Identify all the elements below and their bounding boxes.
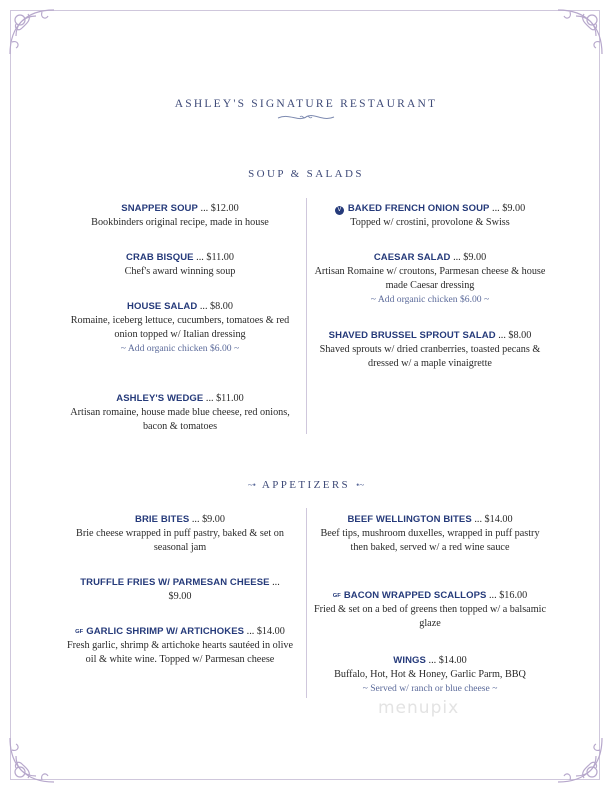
- price-separator: ...: [246, 626, 255, 637]
- item-price: $11.00: [216, 393, 244, 404]
- item-name: SHAVED BRUSSEL SPROUT SALAD: [328, 330, 496, 341]
- item-price: $11.00: [206, 252, 234, 263]
- item-description: Fresh garlic, shrimp & artichoke hearts sautéed in olive oil & white wine. Topped w/ Parmesan cheese: [66, 640, 294, 665]
- item-price: $9.00: [168, 591, 192, 602]
- gluten-free-badge: GF: [75, 629, 84, 635]
- item-name: CRAB BISQUE: [126, 252, 194, 263]
- item-description: Topped w/ crostini, provolone & Swiss: [350, 217, 510, 228]
- price-separator: ...: [205, 393, 214, 404]
- price-separator: ...: [489, 590, 497, 601]
- item-description: Fried & set on a bed of greens then topped w/ a balsamic glaze: [314, 604, 546, 629]
- menu-item: [314, 589, 546, 631]
- item-description: Shaved sprouts w/ dried cranberries, toasted pecans & dressed w/ a maple vinaigrette: [319, 344, 541, 369]
- item-description: Artisan Romaine w/ croutons, Parmesan cheese & house made Caesar dressing: [314, 266, 546, 291]
- item-note: ~ Add organic chicken $6.00 ~: [370, 294, 490, 305]
- section-title-soups: [0, 168, 612, 180]
- item-price: $12.00: [210, 203, 239, 214]
- title-flourish-icon: [276, 111, 336, 123]
- restaurant-title: ASHLEY'S SIGNATURE RESTAURANT: [174, 98, 438, 110]
- item-name: WINGS: [393, 655, 426, 666]
- item-description: Artisan romaine, house made blue cheese, red onions, bacon & tomatoes: [70, 407, 290, 432]
- item-description: Buffalo, Hot, Hot & Honey, Garlic Parm, BBQ: [334, 669, 526, 680]
- price-separator: ...: [474, 514, 482, 525]
- menu-item: [64, 392, 296, 434]
- item-description: Brie cheese wrapped in puff pastry, baked & set on seasonal jam: [76, 528, 284, 553]
- price-separator: ...: [191, 514, 200, 525]
- section-title-appetizers: [0, 479, 612, 491]
- price-separator: ...: [196, 252, 204, 263]
- item-note: ~ Add organic chicken $6.00 ~: [120, 343, 240, 354]
- item-description: Beef tips, mushroom duxelles, wrapped in puff pastry then baked, served w/ a red wine sauce: [320, 528, 540, 553]
- column-divider: [306, 198, 307, 434]
- item-price: $9.00: [202, 514, 225, 525]
- ornament-icon: ~•: [247, 480, 256, 490]
- menu-item: [64, 300, 296, 356]
- item-name: ASHLEY'S WEDGE: [116, 393, 204, 404]
- price-separator: ...: [199, 301, 208, 312]
- price-separator: ...: [453, 252, 461, 263]
- item-price: $14.00: [484, 514, 513, 525]
- price-separator: ...: [498, 330, 506, 341]
- menu-item: [314, 251, 546, 307]
- item-price: $14.00: [256, 626, 285, 637]
- item-price: $8.00: [210, 301, 233, 312]
- price-separator: ...: [200, 203, 209, 214]
- item-price: $8.00: [508, 330, 532, 341]
- vegetarian-icon: V: [335, 206, 344, 215]
- item-note: ~ Served w/ ranch or blue cheese ~: [362, 683, 498, 694]
- corner-flourish-icon: [554, 6, 606, 58]
- item-description: Chef's award winning soup: [124, 266, 236, 277]
- item-name: BACON WRAPPED SCALLOPS: [343, 590, 487, 601]
- menu-item: [64, 202, 296, 230]
- item-name: BEEF WELLINGTON BITES: [347, 514, 472, 525]
- menu-item: [64, 251, 296, 279]
- menu-item: [314, 513, 546, 555]
- item-name: BAKED FRENCH ONION SOUP: [347, 203, 490, 214]
- item-price: $14.00: [438, 655, 467, 666]
- watermark: menupix: [378, 698, 460, 718]
- corner-flourish-icon: [6, 6, 58, 58]
- section-title-text: APPETIZERS: [261, 479, 351, 491]
- price-separator: ...: [492, 203, 500, 214]
- item-name: CAESAR SALAD: [373, 252, 451, 263]
- gluten-free-badge: GF: [332, 593, 341, 599]
- section-title-text: SOUP & SALADS: [248, 168, 364, 180]
- item-description: Bookbinders original recipe, made in house: [91, 217, 269, 228]
- item-price: $9.00: [463, 252, 487, 263]
- corner-flourish-icon: [6, 734, 58, 786]
- ornament-icon: •~: [356, 480, 365, 490]
- item-name: SNAPPER SOUP: [121, 203, 198, 214]
- menu-item: [314, 329, 546, 371]
- item-price: $16.00: [499, 590, 528, 601]
- menu-item: [64, 625, 296, 667]
- menu-item: [64, 513, 296, 555]
- item-description: Romaine, iceberg lettuce, cucumbers, tomatoes & red onion topped w/ Italian dressing: [70, 315, 290, 340]
- item-name: TRUFFLE FRIES W/ PARMESAN CHEESE: [80, 577, 270, 588]
- menu-item: [314, 202, 546, 230]
- price-separator: ...: [428, 655, 437, 666]
- price-separator: ...: [272, 577, 280, 588]
- corner-flourish-icon: [554, 734, 606, 786]
- item-price: $9.00: [502, 203, 526, 214]
- item-name: GARLIC SHRIMP W/ ARTICHOKES: [86, 626, 245, 637]
- item-name: HOUSE SALAD: [127, 301, 198, 312]
- column-divider: [306, 508, 307, 698]
- item-name: BRIE BITES: [135, 514, 190, 525]
- menu-item: [314, 654, 546, 696]
- menu-item: [64, 576, 296, 604]
